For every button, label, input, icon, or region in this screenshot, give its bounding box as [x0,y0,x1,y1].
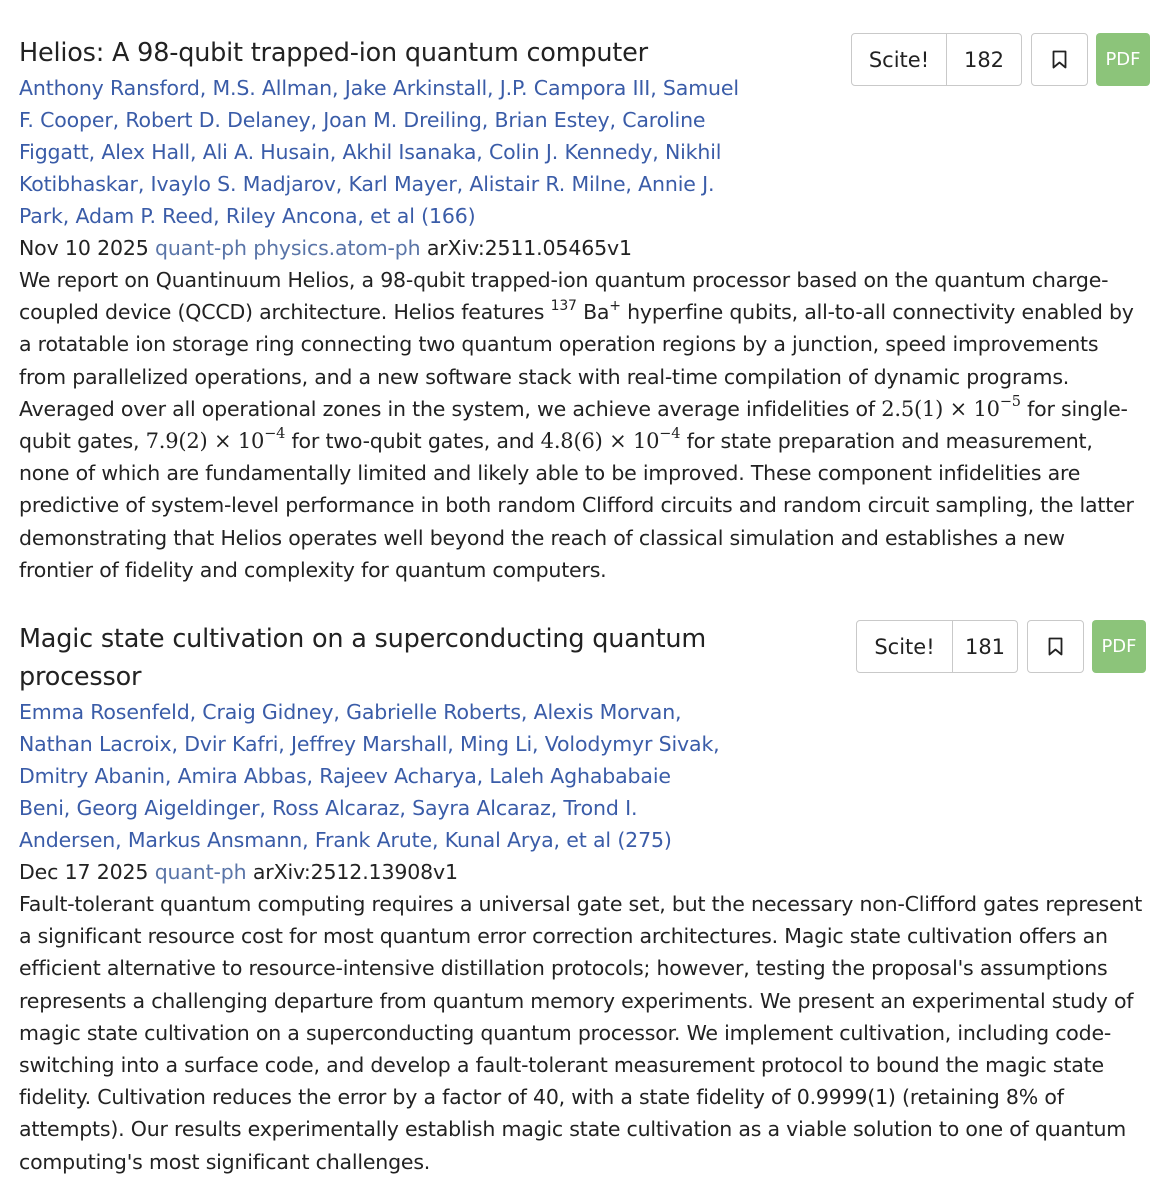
category-link[interactable]: quant-ph [154,860,247,884]
bookmark-icon [1048,637,1063,656]
author-link[interactable]: Caroline Figgatt [19,108,706,164]
arxiv-id: arXiv:2512.13908v1 [252,860,458,884]
math-exponent: −4 [264,426,286,443]
author-link[interactable]: Jeffrey Marshall [291,732,448,756]
abstract-text: for state preparation and measurement, none of which are fundamentally limited and likely able to be improved. These component infidelities are predictive of system-level performance in both random Clifford circuits and random circuit sampling, the latter demonstrating that Helios operates well beyond the reach of classical simulation and establishes a new frontier of fidelity and complexity for quantum computers. [19,429,1134,582]
isotope-charge: + [609,298,621,315]
author-link[interactable]: J.P. Campora III [499,76,651,100]
author-link[interactable]: Sayra Alcaraz [412,796,551,820]
abstract-text: for single-qubit gates, [19,396,1128,454]
author-link[interactable]: Trond I. Andersen [19,796,638,852]
abstract-text: hyperfine qubits, all-to-all connectivity enabled by a rotatable ion storage ring connecting two quantum operation regions by a junction, speed improvements from parallelized operations, and a new software stack with real-time compilation of dynamic programs. Averaged over all operational zones in the system, we achieve average infidelities of [19,300,1134,421]
abstract-text: Fault-tolerant quantum computing requires a universal gate set, but the necessary non-Clifford gates represent a significant resource cost for most quantum error correction architectures. Magic state cultivation offers an efficient alternative to resource-intensive distillation protocols; however, testing the proposal's assumptions represents a challenging departure from quantum memory experiments. We present an experimental study of magic state cultivation on a superconducting quantum processor. We implement cultivation, including code-switching into a surface code, and develop a fault-tolerant measurement protocol to bound the magic state fidelity. Cultivation reduces the error by a factor of 40, with a state fidelity of 0.9999(1) (retaining 8% of attempts). Our results experimentally establish magic state cultivation as a viable solution to one of quantum computing's most significant challenges. [19,892,1143,1174]
more-authors-link[interactable]: et al (166) [370,204,476,228]
scite-button[interactable]: Scite! [868,47,930,72]
author-link[interactable]: Gabrielle Roberts [346,700,521,724]
author-link[interactable]: Amira Abbas [177,764,307,788]
paper-abstract [19,264,1144,586]
author-link[interactable]: Colin J. Kennedy [488,140,653,164]
paper-entry [19,34,1144,586]
author-link[interactable]: Nathan Lacroix [19,732,172,756]
author-link[interactable]: Joan M. Dreiling [323,108,482,132]
abstract-text: for two-qubit gates, and [285,429,541,454]
scite-button[interactable]: Scite! [874,634,935,659]
author-link[interactable]: Annie J. Park [19,172,715,228]
author-link[interactable]: Frank Arute [314,828,432,852]
author-link[interactable]: Dmitry Abanin [19,764,165,788]
paper-title[interactable]: Helios: A 98-qubit trapped-ion quantum computer [19,38,648,68]
author-link[interactable]: Jake Arkinstall [344,76,488,100]
more-authors-link[interactable]: et al (275) [566,828,672,852]
author-link[interactable]: Ross Alcaraz [272,796,400,820]
author-link[interactable]: Laleh Aghababaie Beni [19,764,671,820]
author-list: Emma Rosenfeld, Craig Gidney, Gabrielle Roberts, Alexis Morvan, Nathan Lacroix, Dvir Kafri, Jeffrey Marshall, Ming Li, Volodymyr Sivak, Dmitry Abanin, Amira Abbas, Rajeev Acharya, Laleh Aghababaie Beni, Georg Aigeldinger, Ross Alcaraz, Sayra Alcaraz, Trond I. Andersen, Markus Ansmann, Frank Arute, Kunal Arya, et al (275) [19,700,720,852]
scite-button-group [856,620,1018,673]
author-link[interactable]: Emma Rosenfeld [19,700,190,724]
author-link[interactable]: Kunal Arya [444,828,554,852]
author-link[interactable]: Adam P. Reed [75,204,214,228]
author-link[interactable]: Alistair R. Milne [469,172,626,196]
author-link[interactable]: Riley Ancona [225,204,358,228]
author-link[interactable]: Anthony Ransford [19,76,200,100]
isotope-mass: 137 [550,298,577,315]
author-link[interactable]: Rajeev Acharya [319,764,477,788]
arxiv-id: arXiv:2511.05465v1 [426,236,632,260]
author-list: Anthony Ransford, M.S. Allman, Jake Arkinstall, J.P. Campora III, Samuel F. Cooper, Robert D. Delaney, Joan M. Dreiling, Brian Estey, Caroline Figgatt, Alex Hall, Ali A. Husain, Akhil Isanaka, Colin J. Kennedy, Nikhil Kotibhaskar, Ivaylo S. Madjarov, Karl Mayer, Alistair R. Milne, Annie J. Park, Adam P. Reed, Riley Ancona, et al (166) [19,76,739,228]
author-link[interactable]: Volodymyr Sivak [544,732,714,756]
author-link[interactable]: Robert D. Delaney [125,108,311,132]
scite-button-group [851,33,1022,86]
author-link[interactable]: Samuel F. Cooper [19,76,739,132]
paper-abstract [19,888,1144,1178]
author-link[interactable]: Ming Li [460,732,532,756]
author-link[interactable]: Alexis Morvan [533,700,676,724]
bookmark-button[interactable] [1027,620,1084,673]
math-expression: 7.9(2) × 10 [145,429,265,454]
author-link[interactable]: Nikhil Kotibhaskar [19,140,722,196]
citation-count[interactable]: 182 [946,34,1021,85]
paper-title[interactable]: Magic state cultivation on a superconducting quantum processor [19,624,707,692]
paper-actions [856,620,1146,673]
author-link[interactable]: Ali A. Husain [202,140,330,164]
math-expression: 2.5(1) × 10 [881,396,1000,421]
author-link[interactable]: Dvir Kafri [184,732,279,756]
author-link[interactable]: Craig Gidney [202,700,334,724]
pdf-button[interactable]: PDF [1092,620,1146,673]
category-link[interactable]: quant-ph [155,236,247,260]
paper-meta [19,232,1144,264]
bookmark-icon [1052,50,1067,69]
paper-actions [851,33,1150,86]
paper-date: Dec 17 2025 [19,860,149,884]
author-link[interactable]: Georg Aigeldinger [76,796,260,820]
paper-date: Nov 10 2025 [19,236,149,260]
author-link[interactable]: Karl Mayer [348,172,457,196]
math-expression: 4.8(6) × 10 [540,429,660,454]
citation-count[interactable]: 181 [952,621,1017,672]
author-link[interactable]: Ivaylo S. Madjarov [150,172,336,196]
author-link[interactable]: Alex Hall [101,140,190,164]
bookmark-button[interactable] [1031,33,1088,86]
paper-entry [19,620,1144,1178]
isotope-element: Ba [583,300,610,325]
math-exponent: −4 [659,426,681,443]
math-exponent: −5 [999,393,1021,410]
abstract-text: We report on Quantinuum Helios, a 98-qubit trapped-ion quantum processor based on the quantum charge-coupled device (QCCD) architecture. Helios features [19,268,1109,325]
author-link[interactable]: M.S. Allman [212,76,332,100]
paper-meta [19,856,1144,888]
author-link[interactable]: Brian Estey [494,108,610,132]
pdf-button[interactable]: PDF [1096,33,1150,86]
category-link[interactable]: physics.atom-ph [253,236,421,260]
author-link[interactable]: Akhil Isanaka [342,140,477,164]
author-link[interactable]: Markus Ansmann [127,828,303,852]
